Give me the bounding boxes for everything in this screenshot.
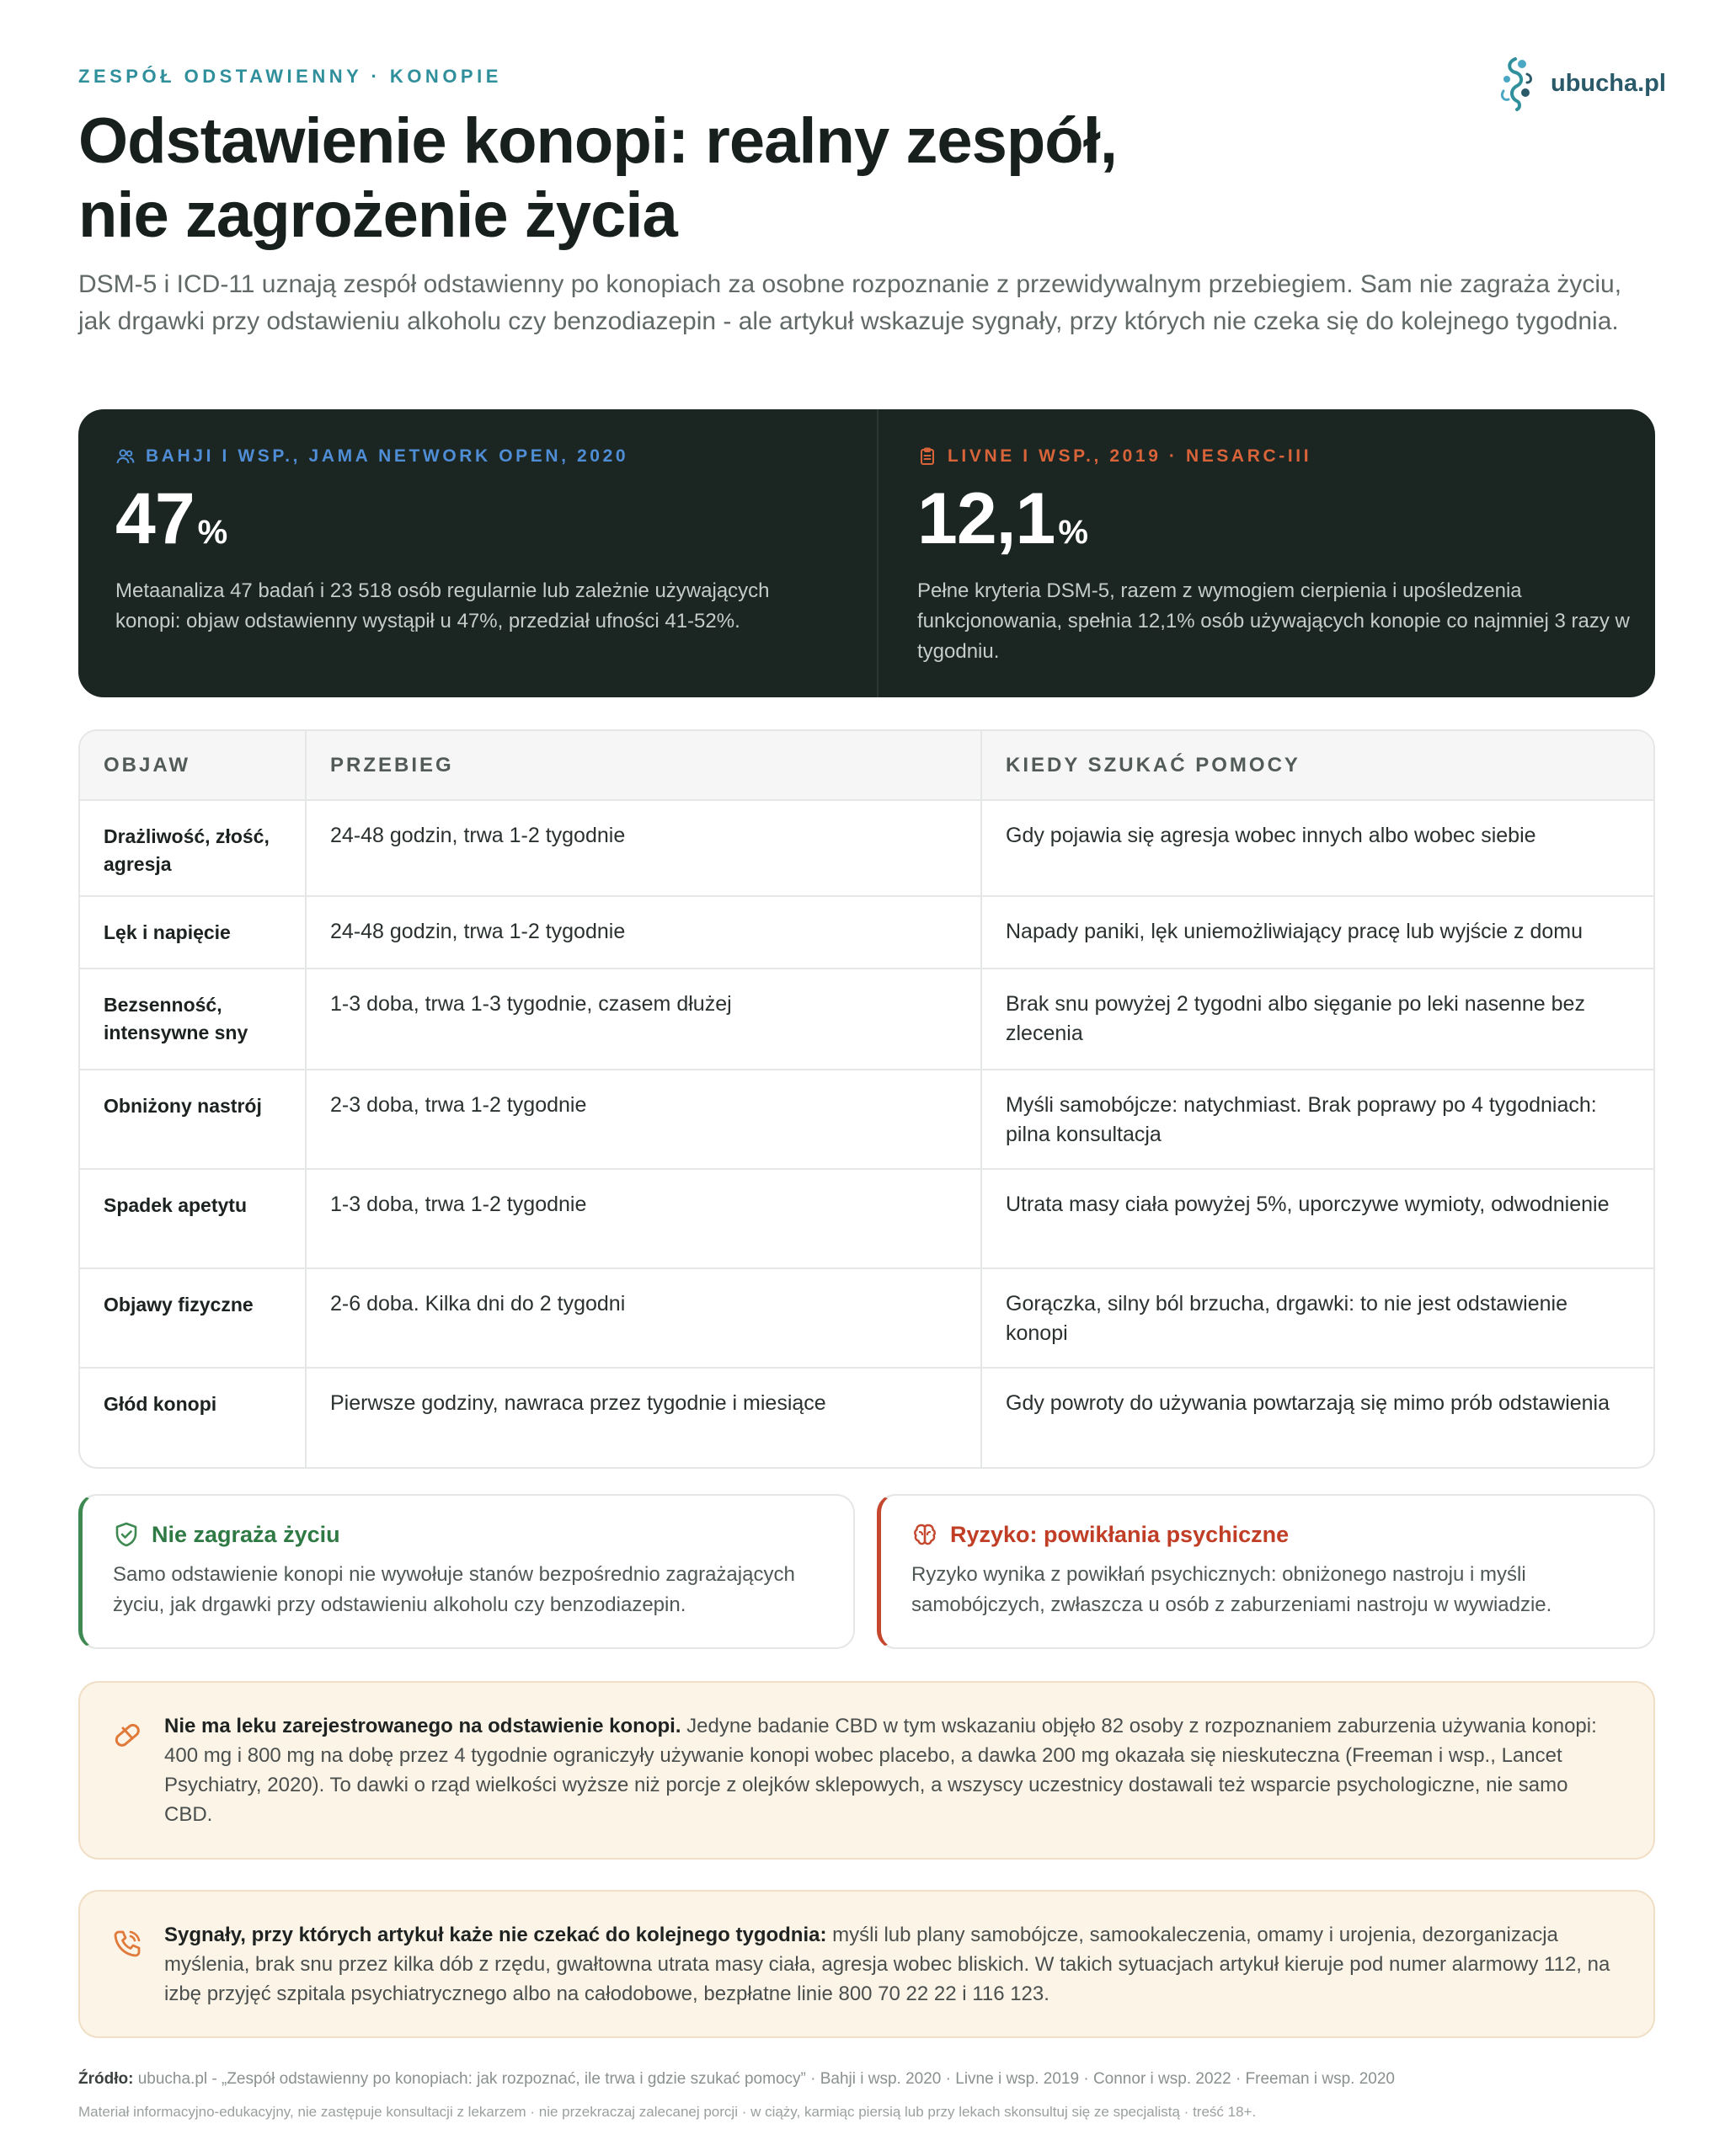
card-psychiatric-risk xyxy=(877,1494,1655,1649)
symptom-cell: Spadek apetytu xyxy=(80,1169,306,1268)
stat-value xyxy=(917,478,1642,559)
course-cell: Pierwsze godziny, nawraca przez tygodnie i miesiące xyxy=(306,1368,981,1467)
shield-check-icon xyxy=(113,1521,140,1548)
course-cell: 24-48 godzin, trwa 1-2 tygodnie xyxy=(306,896,981,969)
footer-source-text: ubucha.pl - „Zespół odstawienny po konopiach: jak rozpoznać, ile trwa i gdzie szukać pomocy” · Bahji i wsp. 2020 · Livne i wsp. 2019 · Connor i wsp. 2022 · Freeman i wsp. 2020 xyxy=(133,2070,1395,2088)
table-header-row xyxy=(80,731,1653,800)
phone-icon xyxy=(110,1927,144,1961)
card-text: Samo odstawienie konopi nie wywołuje stanów bezpośrednio zagrażających życiu, jak drgawki przy odstawieniu alkoholu czy benzodiazepin. xyxy=(113,1563,795,1616)
stat-unit: % xyxy=(197,514,228,551)
footer-source-label: Źródło: xyxy=(78,2070,134,2088)
note-warning-signals xyxy=(78,1890,1655,2038)
stat-number: 47 xyxy=(115,478,195,559)
symptom-cell: Drażliwość, złość, agresja xyxy=(80,800,306,896)
card-title-text: Nie zagraża życiu xyxy=(152,1521,340,1547)
stat-description: Pełne kryteria DSM-5, razem z wymogiem cierpienia i upośledzenia funkcjonowania, spełnia 12,1% osób używających konopie co najmniej 3 razy w tygodniu. xyxy=(917,579,1630,663)
table-row xyxy=(80,1070,1653,1169)
stat-criteria xyxy=(877,409,1679,697)
note-bold: Sygnały, przy których artykuł każe nie czekać do kolejnego tygodnia: xyxy=(164,1924,827,1946)
table-row xyxy=(80,1268,1653,1368)
help-cell: Gdy powroty do używania powtarzają się mimo prób odstawienia xyxy=(981,1368,1653,1467)
stat-description: Metaanaliza 47 badań i 23 518 osób regularnie lub zależnie używających konopi: objaw odstawienny wystąpił u 47%, przedział ufności 41-52%. xyxy=(115,579,770,632)
symptom-cell: Lęk i napięcie xyxy=(80,896,306,969)
column-header-help: KIEDY SZUKAĆ POMOCY xyxy=(981,731,1653,800)
clipboard-icon xyxy=(917,446,937,467)
symptom-cell: Bezsenność, intensywne sny xyxy=(80,969,306,1070)
stat-value xyxy=(115,478,840,559)
help-cell: Utrata masy ciała powyżej 5%, uporczywe wymioty, odwodnienie xyxy=(981,1169,1653,1268)
column-header-symptom: OBJAW xyxy=(80,731,306,800)
note-text xyxy=(164,1920,1620,2009)
stat-source xyxy=(917,446,1642,467)
symptom-cell: Objawy fizyczne xyxy=(80,1268,306,1368)
course-cell: 1-3 doba, trwa 1-2 tygodnie xyxy=(306,1169,981,1268)
note-body: Jedyne badanie CBD w tym wskazaniu objęło 82 osoby z rozpoznaniem zaburzenia używania konopi: 400 mg i 800 mg na dobę przez 4 tygodnie ograniczyły używanie konopi wobec placebo, a dawka 200 mg okazała się nieskuteczna (Freeman i wsp., Lancet Psychiatry, 2020). To dawki o rząd wielkości wyższe niż porcje z olejków sklepowych, a wszyscy uczestnicy dostawali też wsparcie psychologiczne, nie samo CBD. xyxy=(164,1715,1597,1826)
footer-disclaimer: Materiał informacyjno-edukacyjny, nie zastępuje konsultacji z lekarzem · nie przekraczaj zalecanej porcji · w ciąży, karmiąc piersią lub przy lekach skonsultuj się ze specjalistą · treść 18+. xyxy=(78,2104,1257,2120)
table-row xyxy=(80,896,1653,969)
table-row xyxy=(80,1368,1653,1467)
table-row xyxy=(80,1169,1653,1268)
card-not-life-threatening xyxy=(78,1494,855,1649)
lead-paragraph: DSM-5 i ICD-11 uznają zespół odstawienny po konopiach za osobne rozpoznanie z przewidywalnym przebiegiem. Sam nie zagraża życiu, jak drgawki przy odstawieniu alkoholu czy benzodiazepin - ale artykuł wskazuje sygnały, przy których nie czeka się do kolejnego tygodnia. xyxy=(78,270,1622,335)
users-icon xyxy=(115,446,136,467)
pill-icon xyxy=(110,1718,144,1752)
note-text xyxy=(164,1711,1620,1829)
card-title xyxy=(113,1521,825,1548)
stat-unit: % xyxy=(1058,514,1088,551)
course-cell: 1-3 doba, trwa 1-3 tygodnie, czasem dłużej xyxy=(306,969,981,1070)
title-line-2: nie zagrożenie życia xyxy=(78,179,677,251)
stat-source xyxy=(115,446,840,467)
card-title-text: Ryzyko: powikłania psychiczne xyxy=(950,1521,1290,1547)
stat-source-text: LIVNE I WSP., 2019 · NESARC-III xyxy=(948,446,1312,466)
stats-panel xyxy=(78,409,1655,697)
brand-name: ubucha.pl xyxy=(1551,69,1666,97)
help-cell: Myśli samobójcze: natychmiast. Brak poprawy po 4 tygodniach: pilna konsultacja xyxy=(981,1070,1653,1169)
course-cell: 2-6 doba. Kilka dni do 2 tygodni xyxy=(306,1268,981,1368)
title-line-1: Odstawienie konopi: realny zespół, xyxy=(78,105,1117,177)
note-no-medication xyxy=(78,1681,1655,1860)
stat-number: 12,1 xyxy=(917,478,1055,559)
help-cell: Gdy pojawia się agresja wobec innych albo wobec siebie xyxy=(981,800,1653,896)
footer-source xyxy=(78,2067,1655,2092)
card-title xyxy=(911,1521,1625,1548)
stat-source-text: BAHJI I WSP., JAMA NETWORK OPEN, 2020 xyxy=(146,446,629,466)
stat-prevalence xyxy=(78,409,877,697)
symptom-cell: Głód konopi xyxy=(104,1393,217,1415)
brand-logo[interactable] xyxy=(1495,54,1666,113)
page-title xyxy=(78,104,1342,253)
eyebrow: ZESPÓŁ ODSTAWIENNY · KONOPIE xyxy=(78,66,502,87)
symptom-cell: Obniżony nastrój xyxy=(80,1070,306,1169)
course-cell: 24-48 godzin, trwa 1-2 tygodnie xyxy=(306,800,981,896)
table-row xyxy=(80,969,1653,1070)
help-cell: Gorączka, silny ból brzucha, drgawki: to nie jest odstawienie konopi xyxy=(981,1268,1653,1368)
course-cell: 2-3 doba, trwa 1-2 tygodnie xyxy=(306,1070,981,1169)
help-cell: Napady paniki, lęk uniemożliwiający pracę lub wyjście z domu xyxy=(981,896,1653,969)
note-bold: Nie ma leku zarejestrowanego na odstawienie konopi. xyxy=(164,1715,681,1737)
table-row xyxy=(80,800,1653,896)
symptoms-table xyxy=(78,729,1655,1469)
help-cell: Brak snu powyżej 2 tygodni albo sięganie po leki nasenne bez zlecenia xyxy=(981,969,1653,1070)
column-header-course: PRZEBIEG xyxy=(306,731,981,800)
kombucha-logo-icon xyxy=(1495,54,1542,113)
brain-icon xyxy=(911,1521,938,1548)
card-text: Ryzyko wynika z powikłań psychicznych: obniżonego nastroju i myśli samobójczych, zwłaszcza u osób z zaburzeniami nastroju w wywiadzie. xyxy=(911,1563,1552,1616)
note-body: myśli lub plany samobójcze, samookaleczenia, omamy i urojenia, dezorganizacja myślenia, brak snu przez kilka dób z rzędu, gwałtowna utrata masy ciała, agresja wobec bliskich. W takich sytuacjach artykuł kieruje pod numer alarmowy 112, na izbę przyjęć szpitala psychiatrycznego albo na całodobowe, bezpłatne linie 800 70 22 22 i 116 123. xyxy=(164,1924,1610,2005)
